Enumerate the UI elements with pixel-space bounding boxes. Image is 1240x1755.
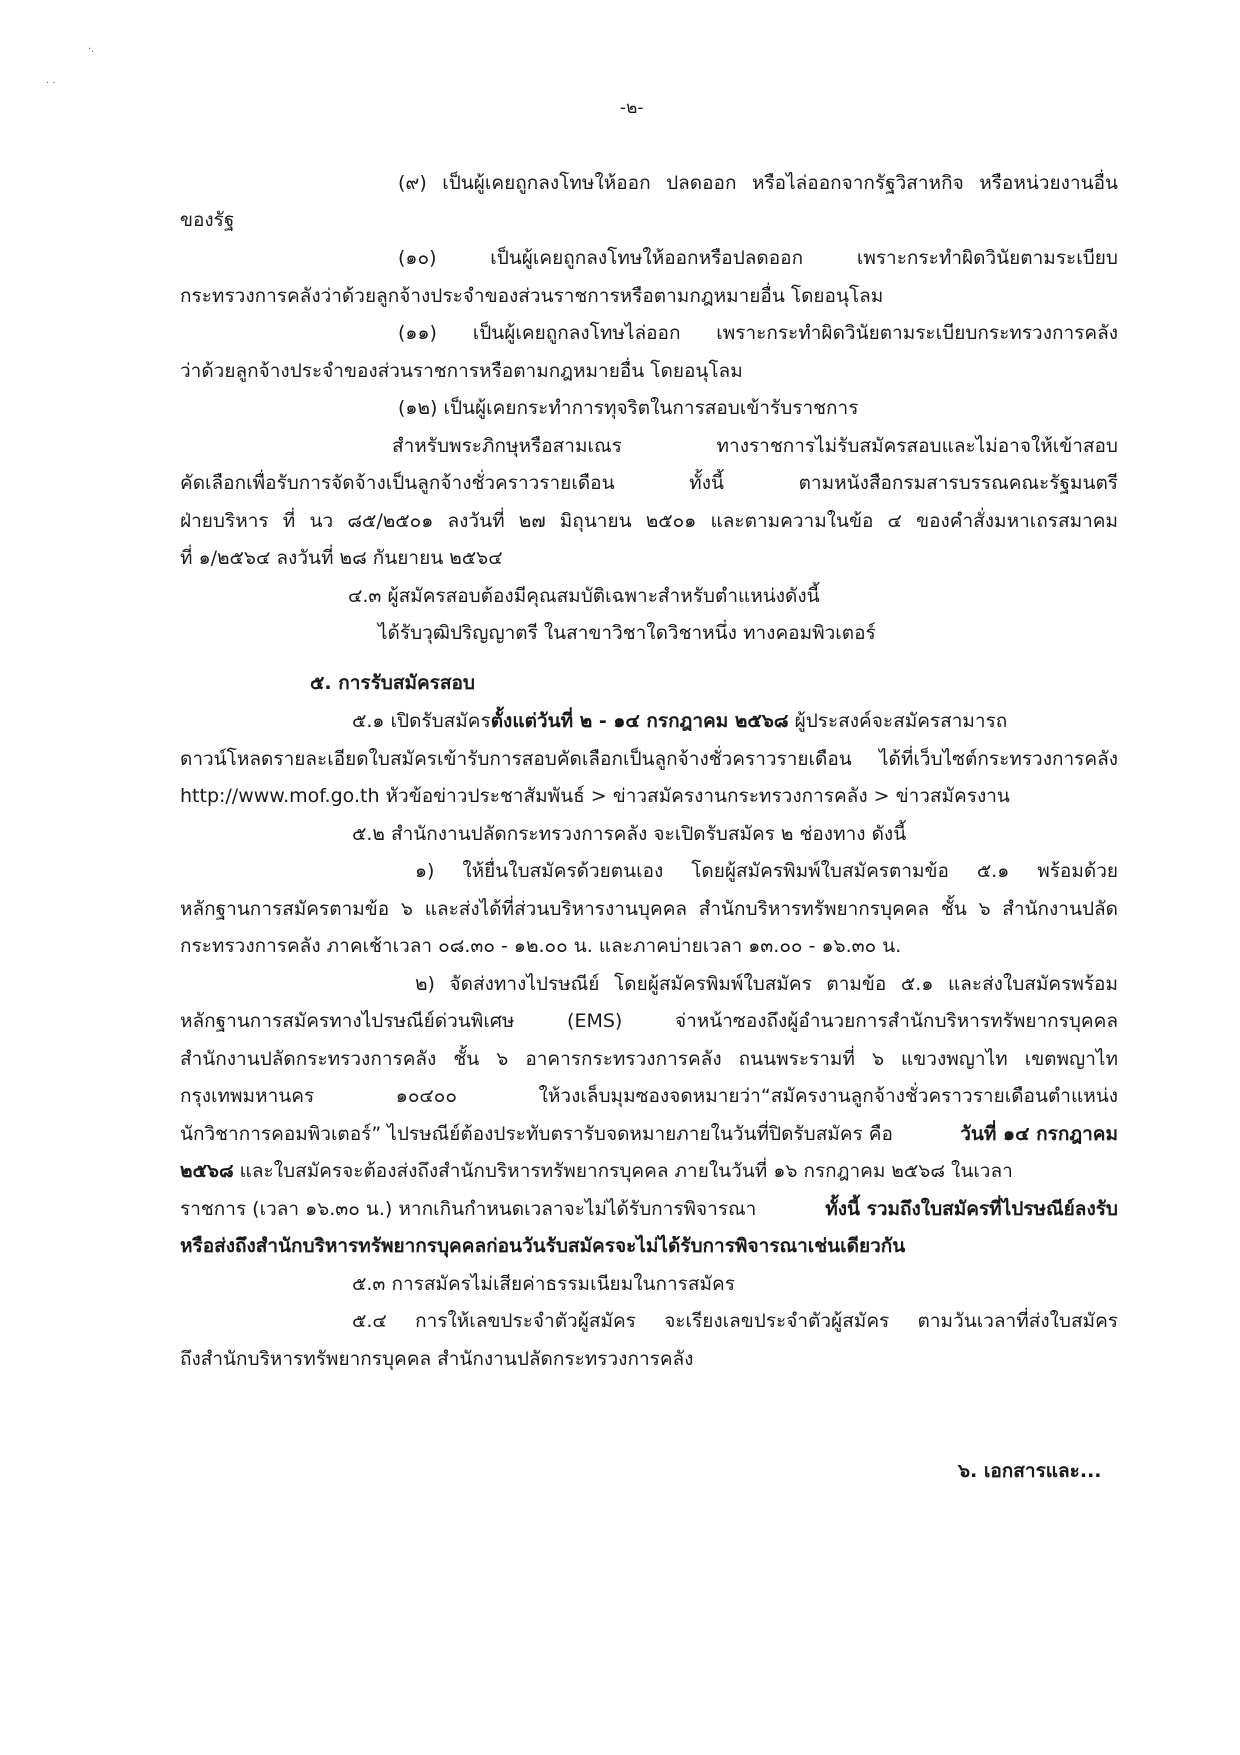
section-5-2-item-1-line-2: หลักฐานการสมัครตามข้อ ๖ และส่งได้ที่ส่วนบริหารงานบุคคล สำนักบริหารทรัพยากรบุคคล ชั้น ๖ สำนักงานปลัด [180,898,1118,920]
section-4-3-detail: ได้รับวุฒิปริญญาตรี ในสาขาวิชาใดวิชาหนึ่ง ทางคอมพิวเตอร์ [378,622,876,644]
section-5-2-item-2-line-8: หรือส่งถึงสำนักบริหารทรัพยากรบุคคลก่อนวันรับสมัครจะไม่ได้รับการพิจารณาเช่นเดียวกัน [180,1235,906,1257]
clause-12: (๑๒) เป็นผู้เคยกระทำการทุจริตในการสอบเข้ารับราชการ [398,397,859,419]
section-4-3-heading: ๔.๓ ผู้สมัครสอบต้องมีคุณสมบัติเฉพาะสำหรับตำแหน่งดังนี้ [348,585,820,607]
delivery-deadline-text: และใบสมัครจะต้องส่งถึงสำนักบริหารทรัพยากรบุคคล ภายในวันที่ ๑๖ กรกฎาคม ๒๕๖๘ ในเวลา [233,1160,1013,1182]
section-5-2-item-2-line-5 [180,1125,1118,1144]
clause-10-line-2: กระทรวงการคลังว่าด้วยลูกจ้างประจำของส่วนราชการหรือตามกฎหมายอื่น โดยอนุโลม [180,285,884,307]
section-5-2-item-2-line-2: หลักฐานการสมัครทางไปรษณีย์ด่วนพิเศษ (EMS) จ่าหน้าซองถึงผู้อำนวยการสำนักบริหารทรัพยากรบุคคล [180,1010,1118,1032]
section-5-2-item-2-line-1: ๒) จัดส่งทางไปรษณีย์ โดยผู้สมัครพิมพ์ใบสมัคร ตามข้อ ๕.๑ และส่งใบสมัครพร้อม [415,973,1118,995]
section-5-4-line-2: ถึงสำนักบริหารทรัพยากรบุคคล สำนักงานปลัดกระทรวงการคลัง [180,1348,694,1370]
section-5-1-line-3: http://www.mof.go.th หัวข้อข่าวประชาสัมพันธ์ > ข่าวสมัครงานกระทรวงการคลัง > ข่าวสมัครงาน [180,785,1010,807]
section-5-3: ๕.๓ การสมัครไม่เสียค่าธรรมเนียมในการสมัคร [352,1273,735,1295]
continuation-marker: ๖. เอกสารและ... [958,1460,1102,1482]
monk-paragraph-line-1: สำหรับพระภิกษุหรือสามเณร ทางราชการไม่รับสมัครสอบและไม่อาจให้เข้าสอบ [392,435,1118,457]
page-number: -๒- [620,98,644,118]
section-5-4-line-1: ๕.๔ การให้เลขประจำตัวผู้สมัคร จะเรียงเลขประจำตัวผู้สมัคร ตามวันเวลาที่ส่งใบสมัคร [352,1310,1118,1332]
section-5-2-item-2-line-7 [180,1200,1118,1219]
section-5-2-item-1-line-3: กระทรวงการคลัง ภาคเช้าเวลา ๐๘.๓๐ - ๑๒.๐๐ น. และภาคบ่ายเวลา ๑๓.๐๐ - ๑๖.๓๐ น. [180,935,902,957]
monk-paragraph-line-3: ฝ่ายบริหาร ที่ นว ๘๕/๒๕๐๑ ลงวันที่ ๒๗ มิถุนายน ๒๕๐๑ และตามความในข้อ ๔ ของคำสั่งมหาเถรสมาคม [180,510,1118,532]
early-submission-warning: ทั้งนี้ รวมถึงใบสมัครที่ไปรษณีย์ลงรับ [825,1198,1118,1220]
scan-speck: · · [46,78,56,89]
section-5-2-item-2-line-3: สำนักงานปลัดกระทรวงการคลัง ชั้น ๖ อาคารกระทรวงการคลัง ถนนพระรามที่ ๖ แขวงพญาไท เขตพญาไท [180,1048,1118,1070]
section-5-1-line-1 [352,712,1118,731]
closing-year: ๒๕๖๘ [180,1160,234,1182]
section-5-2-item-2-line-4: กรุงเทพมหานคร ๑๐๔๐๐ ให้วงเล็บมุมซองจดหมายว่า“สมัครงานลูกจ้างชั่วคราวรายเดือนตำแหน่ง [180,1085,1118,1107]
postmark-text: นักวิชาการคอมพิวเตอร์” ไปรษณีย์ต้องประทับตรารับจดหมายภายในวันที่ปิดรับสมัคร คือ [180,1123,893,1145]
monk-paragraph-line-2: คัดเลือกเพื่อรับการจัดจ้างเป็นลูกจ้างชั่วคราวรายเดือน ทั้งนี้ ตามหนังสือกรมสารบรรณคณะรัฐมนตรี [180,472,1118,494]
section-5-1-applicant-text: ผู้ประสงค์จะสมัครสามารถ [788,710,1008,732]
section-5-2-heading: ๕.๒ สำนักงานปลัดกระทรวงการคลัง จะเปิดรับสมัคร ๒ ช่องทาง ดังนี้ [352,823,907,845]
section-5-1-dates: ตั้งแต่วันที่ ๒ - ๑๔ กรกฎาคม ๒๕๖๘ [490,710,789,732]
section-5-1-line-2: ดาวน์โหลดรายละเอียดใบสมัครเข้ารับการสอบคัดเลือกเป็นลูกจ้างชั่วคราวรายเดือน ได้ที่เว็บไซต์กระทรวงการคลัง [180,748,1118,770]
clause-10-line-1: (๑๐) เป็นผู้เคยถูกลงโทษให้ออกหรือปลดออก เพราะกระทำผิดวินัยตามระเบียบ [398,247,1118,269]
section-5-2-item-1-line-1: ๑) ให้ยื่นใบสมัครด้วยตนเอง โดยผู้สมัครพิมพ์ใบสมัครตามข้อ ๕.๑ พร้อมด้วย [415,860,1118,882]
scan-speck: ·. [88,44,95,55]
clause-9-line-2: ของรัฐ [180,209,235,231]
monk-paragraph-line-4: ที่ ๑/๒๕๖๔ ลงวันที่ ๒๘ กันยายน ๒๕๖๔ [180,547,503,569]
clause-11-line-2: ว่าด้วยลูกจ้างประจำของส่วนราชการหรือตามกฎหมายอื่น โดยอนุโลม [180,360,743,382]
section-5-title: ๕. การรับสมัครสอบ [310,672,475,694]
closing-date: วันที่ ๑๔ กรกฎาคม [960,1123,1118,1145]
clause-11-line-1: (๑๑) เป็นผู้เคยถูกลงโทษไล่ออก เพราะกระทำผิดวินัยตามระเบียบกระทรวงการคลัง [398,322,1118,344]
late-notice-text: ราชการ (เวลา ๑๖.๓๐ น.) หากเกินกำหนดเวลาจะไม่ได้รับการพิจารณา [180,1198,763,1220]
section-5-2-item-2-line-6 [180,1162,1118,1181]
clause-9-line-1: (๙) เป็นผู้เคยถูกลงโทษให้ออก ปลดออก หรือไล่ออกจากรัฐวิสาหกิจ หรือหน่วยงานอื่น [398,172,1118,194]
section-5-1-open-label: ๕.๑ เปิดรับสมัคร [352,710,491,732]
